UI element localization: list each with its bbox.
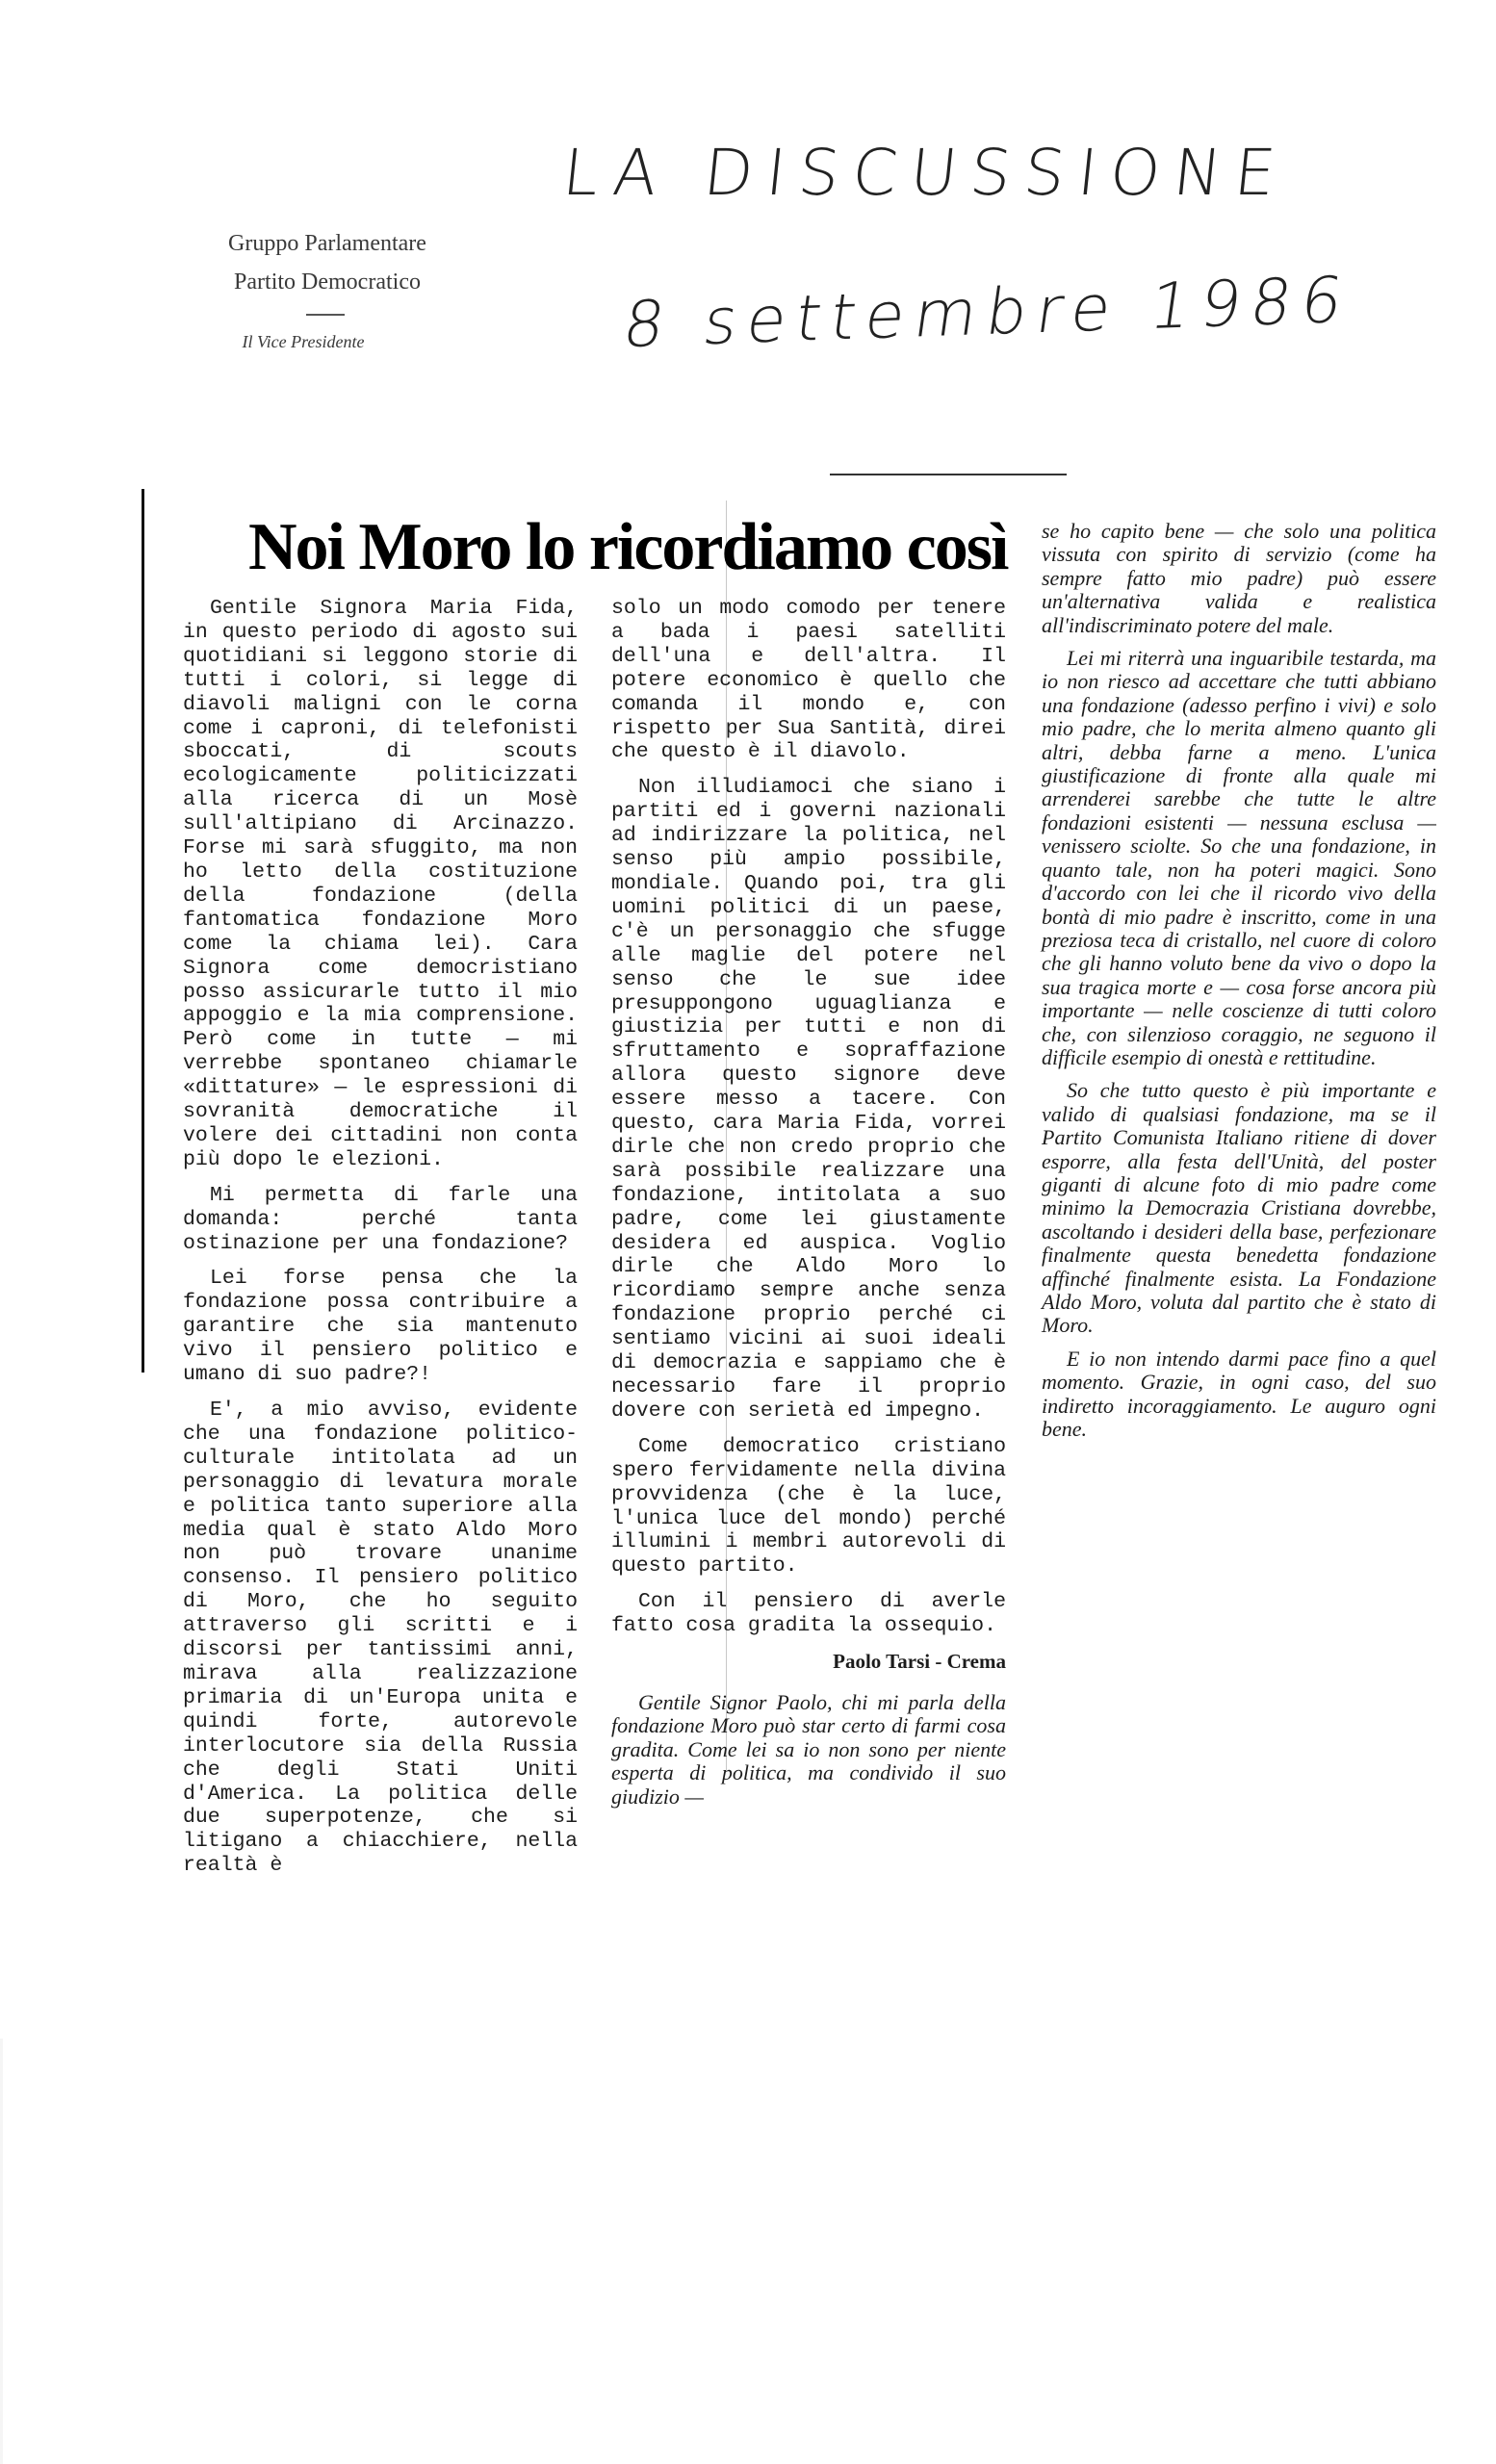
article-column-1 bbox=[183, 597, 578, 1889]
article-column-3 bbox=[1042, 520, 1436, 1450]
scan-edge-shadow bbox=[0, 2039, 3, 2464]
col2-paragraph: Non illudiamoci che siano i partiti ed i governi nazionali ad indirizzare la politica, nel senso più ampio possibile, mondiale. Quando poi, tra gli uomini politici di un paese, c'è un personaggio che sfugge alle maglie del potere nel senso che le sue idee presuppongono uguaglianza e giustizia per tutti e non di sfruttamento e sopraffazione allora questo signore deve essere messo a tacere. Con questo, cara Maria Fida, vorrei dirle che non credo proprio che sarà possibile realizzare una fondazione, intitolata a suo padre, come lei giustamente desidera ed auspica. Voglio dirle che Aldo Moro lo ricordiamo sempre anche senza fondazione proprio perché ci sentiamo vicini ai suoi ideali di democrazia e sappiamo che è necessario fare il proprio dovere con serietà ed impegno. bbox=[611, 776, 1006, 1423]
letterhead-group: Gruppo Parlamentare bbox=[228, 231, 426, 256]
article-headline: Noi Moro lo ricordiamo così bbox=[248, 510, 1008, 584]
letterhead-role: Il Vice Presidente bbox=[242, 332, 365, 351]
col1-paragraph: E', a mio avviso, evidente che una fondazione politico-culturale intitolata ad un personaggio di levatura morale e politica tanto superiore alla media qual è stato Aldo Moro non può trovare unanime consenso. Il pensiero politico di Moro, che ho seguito attraverso gli scritti e i discorsi per tantissimi anni, mirava alla realizzazione primaria di un'Europa unita e quindi forte, autorevole interlocutore sia della Russia che degli Stati Uniti d'America. La politica delle due superpotenze, che si litigano a chiacchiere, nella realtà è bbox=[183, 1399, 578, 1878]
col3-paragraph: E io non intendo darmi pace fino a quel momento. Grazie, in ogni caso, del suo indiretto incoraggiamento. Le auguro ogni bene. bbox=[1042, 1346, 1436, 1442]
letter-signature: Paolo Tarsi - Crema bbox=[833, 1650, 1006, 1674]
col1-paragraph: Mi permetta di farle una domanda: perché tanta ostinazione per una fondazione? bbox=[183, 1183, 578, 1255]
reply-opening: Gentile Signor Paolo, chi mi parla della fondazione Moro può star certo di farmi cosa gradita. Come lei sa io non sono per niente esperta di politica, ma condivido il suo giudizio — bbox=[611, 1689, 1006, 1809]
col1-paragraph: Gentile Signora Maria Fida, in questo periodo di agosto sui quotidiani si leggono storie di tutti i colori, si legge di diavoli maligni con le corna come i caproni, di telefonisti sboccati, di scouts ecologicamente politicizzati alla ricerca di un Mosè sull'altipiano di Arcinazzo. Forse mi sarà sfuggito, ma non ho letto della costituzione della fondazione (della fantomatica fondazione Moro come la chiama lei). Cara Signora come democristiano posso assicurarle tutto il mio appoggio e la mia comprensione. Però come in tutte — mi verrebbe spontaneo chiamarle «dittature» — le espressioni di sovranità democratiche il volere dei cittadini non conta più dopo le elezioni. bbox=[183, 597, 578, 1171]
col3-paragraph: se ho capito bene — che solo una politica vissuta con spirito di servizio (come ha sempre fatto mio padre) può essere un'alternativa valida e realistica all'indiscriminato potere del male. bbox=[1042, 519, 1436, 637]
col2-paragraph: solo un modo comodo per tenere a bada i paesi satelliti dell'una e dell'altra. Il potere economico è quello che comanda il mondo e, con rispetto per Sua Santità, direi che questo è il diavolo. bbox=[611, 597, 1006, 764]
col3-paragraph: Lei mi riterrà una inguaribile testarda, ma io non riesco ad accettare che tutti abbiano una fondazione (adesso perfino i vivi) e solo mio padre, che lo merita almeno quanto gli altri, debba farne a meno. L'unica giustificazione di fronte alla quale mi arrenderei sarebbe che tutte le altre fondazioni esistenti — nessuna esclusa — venissero sciolte. So che una fondazione, in quanto tale, non ha poteri magici. Sono d'accordo con lei che il ricordo vivo della bontà di mio padre è inscritto, come in una preziosa teca di cristallo, nel cuore di coloro che gli hanno voluto bene da vivo o dopo la sua tragica morte e — cosa forse ancora più importante — nelle coscienze di tutti coloro che, con silenzioso coraggio, ne seguono il difficile esempio di onestà e rettitudine. bbox=[1042, 646, 1436, 1069]
handwritten-newspaper-name: LA DISCUSSIONE bbox=[559, 136, 1293, 210]
letterhead-party: Partito Democratico bbox=[234, 270, 421, 295]
col1-paragraph: Lei forse pensa che la fondazione possa contribuire a garantire che sia mantenuto vivo il pensiero politico e umano di suo padre?! bbox=[183, 1267, 578, 1387]
letterhead-divider bbox=[306, 314, 345, 316]
article-column-2 bbox=[611, 597, 1006, 1820]
col2-paragraph: Come democratico cristiano spero fervidamente nella divina provvidenza (che è la luce, l'unica luce del mondo) perché illumini i membri autorevoli di questo partito. bbox=[611, 1434, 1006, 1578]
col2-paragraph: Con il pensiero di averle fatto cosa gradita la ossequio. bbox=[611, 1590, 1006, 1638]
col3-paragraph: So che tutto questo è più importante e valido di qualsiasi fondazione, ma se il Partito Comunista Italiano ritiene di dover esporre, alla festa dell'Unità, del poster giganti di alcune foto di mio padre come minimo la Democrazia Cristiana dovrebbe, ascoltando i desideri della base, perfezionare finalmente questa benedetta fondazione affinché finalmente esista. La Fondazione Aldo Moro, voluta dal partito che è stato di Moro. bbox=[1042, 1078, 1436, 1338]
handwritten-date: 8 settembre 1986 bbox=[618, 262, 1357, 363]
left-margin-rule bbox=[142, 489, 144, 1373]
column-top-rule bbox=[830, 474, 1067, 475]
